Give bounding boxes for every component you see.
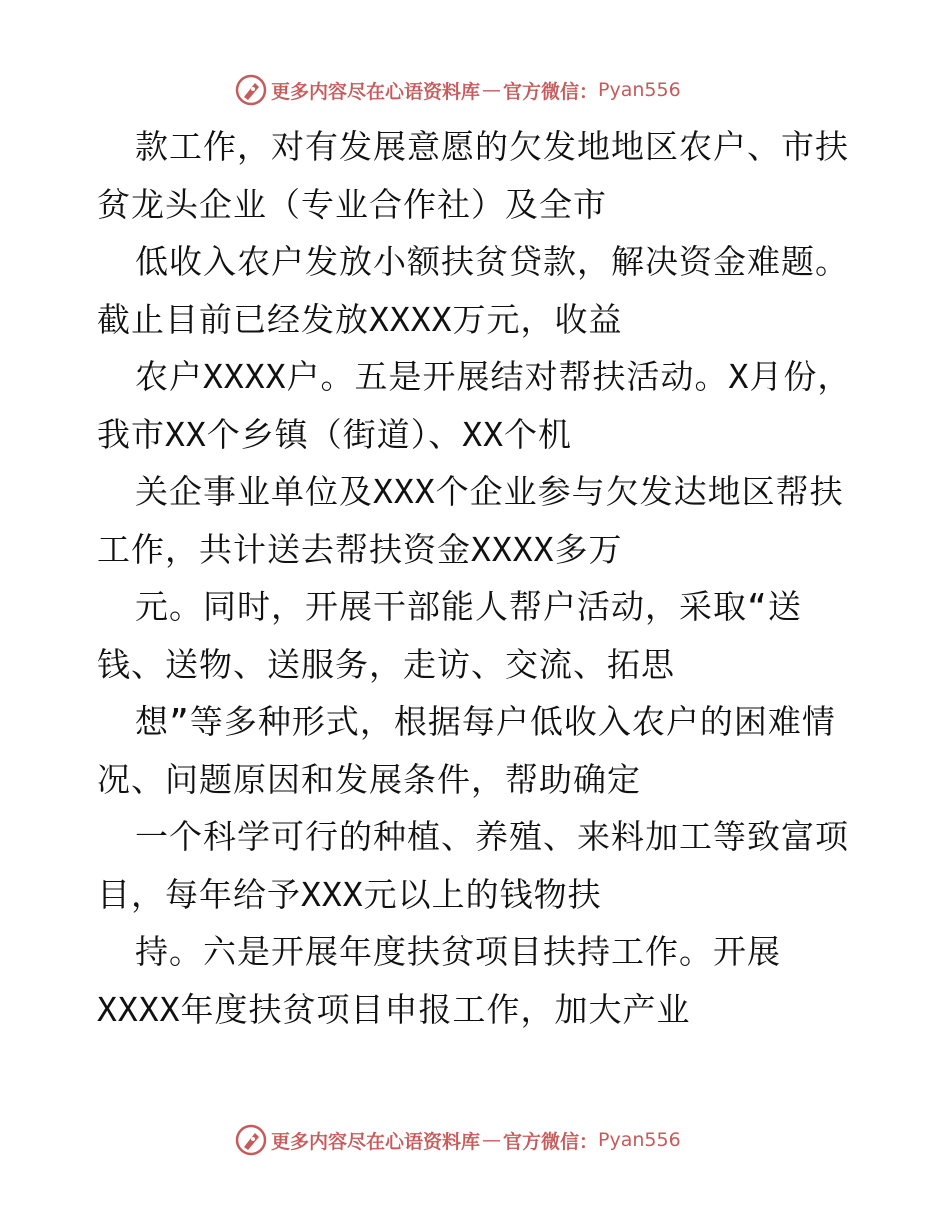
body-text [97,118,857,1038]
text-line: 元。同时，开展干部能人帮户活动，采取“送 [135,587,802,626]
pen-nib-logo-icon [235,1124,267,1156]
text-line: 贫龙头企业（专业合作社）及全市 [97,184,607,224]
footer-dash: — [482,1129,502,1151]
footer-banner [235,1120,681,1160]
text-line: 农户XXXX户。五是开展结对帮扶活动。X月份， [135,357,852,396]
header-banner [235,70,681,110]
text-line: 低收入农户发放小额扶贫贷款，解决资金难题。 [135,242,849,281]
header-wechat-label: 官方微信： [503,80,599,103]
text-line: 钱、送物、送服务，走访、交流、拓思 [97,644,675,684]
footer-wechat-label: 官方微信： [503,1130,599,1153]
text-line: 款工作，对有发展意愿的欠发地地区农户、市扶 [135,127,849,166]
text-line: 我市XX个乡镇（街道）、XX个机 [97,414,572,454]
text-line: 况、问题原因和发展条件，帮助确定 [97,759,641,799]
text-line: XXXX年度扶贫项目申报工作，加大产业 [97,989,691,1029]
text-line: 目，每年给予XXX元以上的钱物扶 [97,874,602,914]
text-line: 持。六是开展年度扶贫项目扶持工作。开展 [135,932,781,971]
text-line: 一个科学可行的种植、养殖、来料加工等致富项 [135,817,849,856]
header-tagline: 更多内容尽在心语资料库 [271,80,481,103]
pen-nib-logo-icon [235,74,267,106]
text-line: 想”等多种形式，根据每户低收入农户的困难情 [135,702,836,741]
text-line: 关企事业单位及XXX个企业参与欠发达地区帮扶 [135,472,844,511]
footer-tagline: 更多内容尽在心语资料库 [271,1130,481,1153]
header-wechat-id: Pyan556 [598,79,681,101]
text-line: 工作，共计送去帮扶资金XXXX多万 [97,529,623,569]
header-dash: — [482,79,502,101]
text-line: 截止目前已经发放XXXX万元，收益 [97,299,623,339]
footer-wechat-id: Pyan556 [598,1129,681,1151]
